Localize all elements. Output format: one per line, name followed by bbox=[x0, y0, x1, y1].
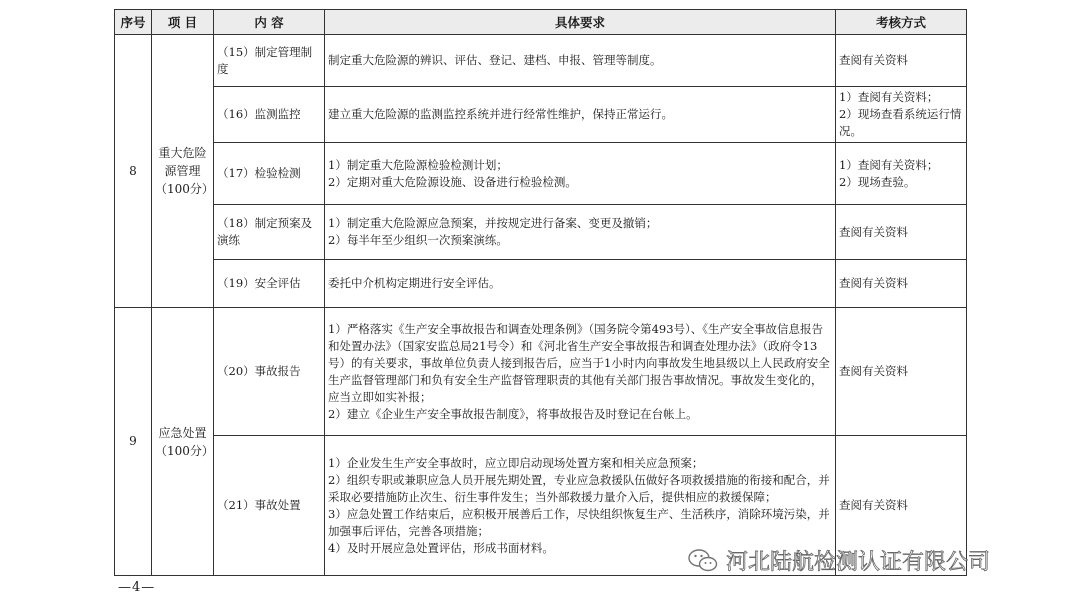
group-item-line: 源管理 bbox=[164, 164, 201, 178]
row-assessment bbox=[836, 87, 967, 143]
assessment-line: 查阅有关资料 bbox=[839, 224, 908, 239]
row-requirements bbox=[325, 205, 836, 260]
row-content: （17）检验检测 bbox=[214, 143, 325, 205]
requirement-line: 1）企业发生生产安全事故时，应立即启动现场处置方案和相关应急预案； bbox=[328, 455, 704, 470]
row-requirements bbox=[325, 87, 836, 143]
assessment-line: 查阅有关资料 bbox=[839, 276, 908, 290]
header-content: 内 容 bbox=[214, 10, 325, 35]
group-item-line: （100分） bbox=[155, 443, 214, 458]
requirement-line: 4）及时开展应急处置评估，形成书面材料。 bbox=[328, 540, 554, 555]
row-requirements bbox=[325, 308, 836, 436]
group-item-line: 重大危险 bbox=[158, 146, 207, 160]
watermark-text: 河北陆航检测认证有限公司 bbox=[726, 550, 991, 575]
requirements-table bbox=[114, 9, 967, 576]
header-requirements: 具体要求 bbox=[325, 10, 836, 35]
requirement-line: 2）组织专职或兼职应急人员开展先期处置，专业应急救援队伍做好各项救援措施的衔接和配合，并采取必要措施防止次生、衍生事件发生；当外部救援力量介入后，提供相应的救援保障； bbox=[328, 472, 830, 504]
requirement-line: 建立重大危险源的监测监控系统并进行经常性维护，保持正常运行。 bbox=[328, 107, 673, 121]
row-requirements bbox=[325, 260, 836, 308]
table-row bbox=[115, 308, 967, 436]
table-row bbox=[115, 205, 967, 260]
row-requirements bbox=[325, 143, 836, 205]
row-content: （19）安全评估 bbox=[214, 260, 325, 308]
row-assessment bbox=[836, 308, 967, 436]
row-assessment bbox=[836, 205, 967, 260]
table-header-row bbox=[115, 10, 967, 35]
table-row bbox=[115, 87, 967, 143]
requirement-line: 2）定期对重大危险源设施、设备进行检验检测。 bbox=[328, 174, 577, 189]
requirement-line: 2）每半年至少组织一次预案演练。 bbox=[328, 233, 508, 247]
group-item-line: （100分） bbox=[155, 182, 214, 196]
row-requirements bbox=[325, 35, 836, 87]
row-content: （20）事故报告 bbox=[214, 308, 325, 436]
table-row bbox=[115, 260, 967, 308]
assessment-line: 查阅有关资料 bbox=[839, 53, 908, 67]
requirement-line: 3）应急处置工作结束后，应积极开展善后工作，尽快组织恢复生产、生活秩序，消除环境污染，并加强事后评估，完善各项措施； bbox=[328, 506, 830, 538]
assessment-line: 查阅有关资料 bbox=[839, 498, 908, 512]
header-no: 序号 bbox=[115, 10, 152, 35]
requirement-line: 委托中介机构定期进行安全评估。 bbox=[328, 276, 501, 290]
row-content: （15）制定管理制度 bbox=[214, 35, 325, 87]
watermark bbox=[688, 545, 990, 576]
wechat-icon bbox=[688, 548, 718, 574]
requirement-line: 2）建立《企业生产安全事故报告制度》，将事故报告及时登记在台帐上。 bbox=[328, 406, 698, 421]
assessment-line: 查阅有关资料 bbox=[839, 364, 908, 378]
requirement-line: 1）制定重大危险源应急预案，并按规定进行备案、变更及撤销； bbox=[328, 216, 658, 230]
requirement-line: 1）制定重大危险源检验检测计划； bbox=[328, 157, 508, 172]
row-assessment bbox=[836, 35, 967, 87]
row-content: （18）制定预案及演练 bbox=[214, 205, 325, 260]
row-content: （16）监测监控 bbox=[214, 87, 325, 143]
group-item bbox=[152, 308, 214, 576]
assessment-line: 1）查阅有关资料； bbox=[839, 157, 939, 172]
group-item bbox=[152, 35, 214, 308]
row-content: （21）事故处置 bbox=[214, 436, 325, 576]
group-item-line: 应急处置 bbox=[158, 425, 207, 440]
row-assessment bbox=[836, 260, 967, 308]
assessment-line: 2）现场查验。 bbox=[839, 174, 916, 189]
row-assessment bbox=[836, 143, 967, 205]
group-number: 9 bbox=[115, 308, 152, 576]
assessment-line: 2）现场查看系统运行情况。 bbox=[839, 107, 962, 138]
requirement-line: 制定重大危险源的辨识、评估、登记、建档、申报、管理等制度。 bbox=[328, 53, 662, 67]
header-assessment: 考核方式 bbox=[836, 10, 967, 35]
header-item: 项 目 bbox=[152, 10, 214, 35]
table-row bbox=[115, 35, 967, 87]
group-number: 8 bbox=[115, 35, 152, 308]
assessment-line: 1）查阅有关资料； bbox=[839, 90, 939, 104]
page-number: —4— bbox=[118, 580, 156, 595]
requirement-line: 1）严格落实《生产安全事故报告和调查处理条例》（国务院令第493号）、《生产安全事故信息报告和处置办法》（国家安监总局21号令）和《河北省生产安全事故报告和调查处理办法》（政府令13号）的有关要求，事故单位负责人接到报告后，应当于1小时内向事故发生地县级以上人民政府安全生产监督管理部门和负有安全生产监督管理职责的其他有关部门报告事故情况。事故发生变化的，应当立即如实补报； bbox=[328, 321, 830, 404]
table-row bbox=[115, 143, 967, 205]
